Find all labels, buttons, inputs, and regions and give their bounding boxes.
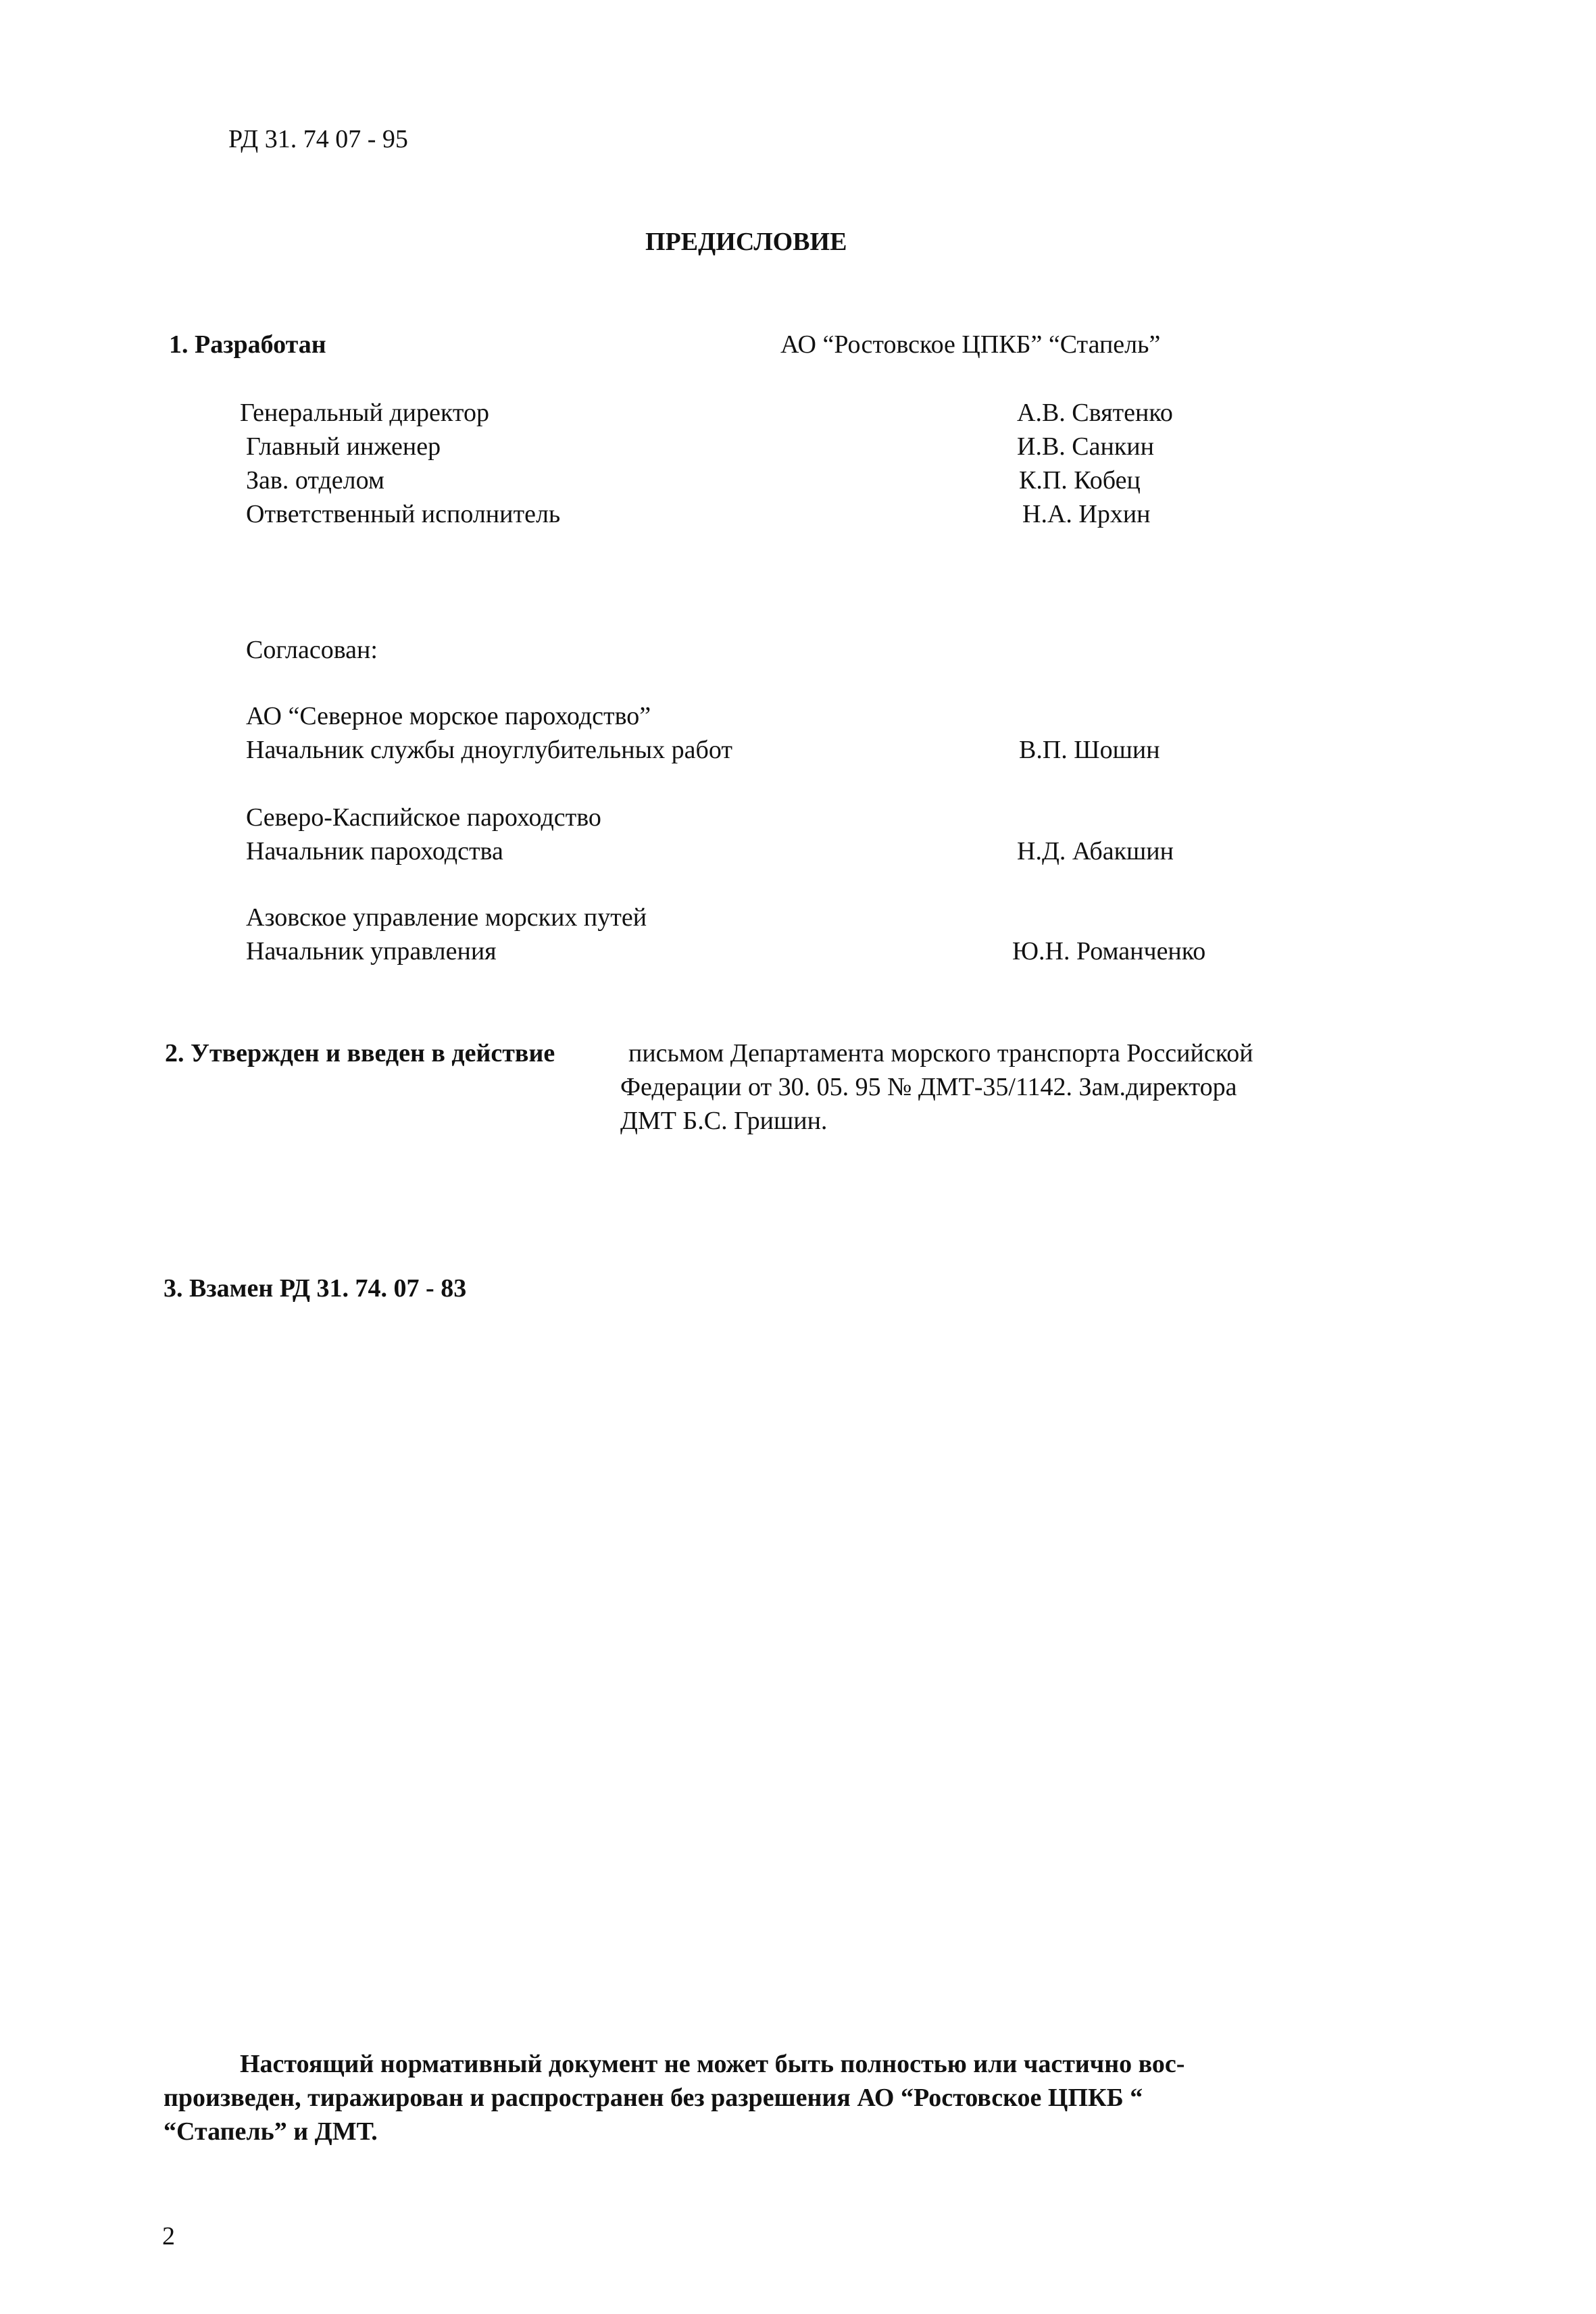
document-code: РД 31. 74 07 - 95 bbox=[228, 125, 408, 153]
agreed-role: Начальник управления bbox=[246, 937, 497, 965]
staff-name: А.В. Святенко bbox=[1017, 399, 1173, 427]
copyright-notice-line: “Стапель” и ДМТ. bbox=[164, 2117, 378, 2146]
agreed-label: Согласован: bbox=[246, 636, 378, 664]
agreed-organization: Азовское управление морских путей bbox=[246, 903, 647, 932]
section-2-text-line: Федерации от 30. 05. 95 № ДМТ-35/1142. Зам.директора bbox=[620, 1073, 1237, 1101]
section-3-label: 3. Взамен РД 31. 74. 07 - 83 bbox=[164, 1274, 467, 1303]
copyright-notice-line: произведен, тиражирован и распространен без разрешения АО “Ростовское ЦПКБ “ bbox=[164, 2084, 1143, 2112]
staff-name: К.П. Кобец bbox=[1019, 466, 1141, 495]
section-1-label: 1. Разработан bbox=[169, 330, 326, 359]
agreed-role: Начальник пароходства bbox=[246, 837, 503, 865]
agreed-name: Ю.Н. Романченко bbox=[1012, 937, 1206, 965]
agreed-organization: АО “Северное морское пароходство” bbox=[246, 702, 651, 730]
page-number: 2 bbox=[162, 2222, 175, 2250]
copyright-notice-line: Настоящий нормативный документ не может быть полностью или частично вос- bbox=[240, 2050, 1185, 2078]
staff-name: Н.А. Ирхин bbox=[1022, 500, 1151, 528]
agreed-name: В.П. Шошин bbox=[1019, 736, 1160, 764]
section-2-text-line: ДМТ Б.С. Гришин. bbox=[620, 1107, 828, 1135]
agreed-role: Начальник службы дноуглубительных работ bbox=[246, 736, 732, 764]
section-2-text-line: письмом Департамента морского транспорта Российской bbox=[628, 1039, 1253, 1067]
staff-role: Ответственный исполнитель bbox=[246, 500, 561, 528]
staff-role: Генеральный директор bbox=[240, 399, 489, 427]
agreed-organization: Северо-Каспийское пароходство bbox=[246, 803, 601, 832]
section-2-label: 2. Утвержден и введен в действие bbox=[165, 1039, 555, 1067]
staff-role: Главный инженер bbox=[246, 432, 441, 461]
staff-role: Зав. отделом bbox=[246, 466, 384, 495]
section-1-organization: АО “Ростовское ЦПКБ” “Стапель” bbox=[780, 330, 1161, 359]
agreed-name: Н.Д. Абакшин bbox=[1017, 837, 1174, 865]
page-title: ПРЕДИСЛОВИЕ bbox=[645, 228, 847, 256]
staff-name: И.В. Санкин bbox=[1017, 432, 1154, 461]
